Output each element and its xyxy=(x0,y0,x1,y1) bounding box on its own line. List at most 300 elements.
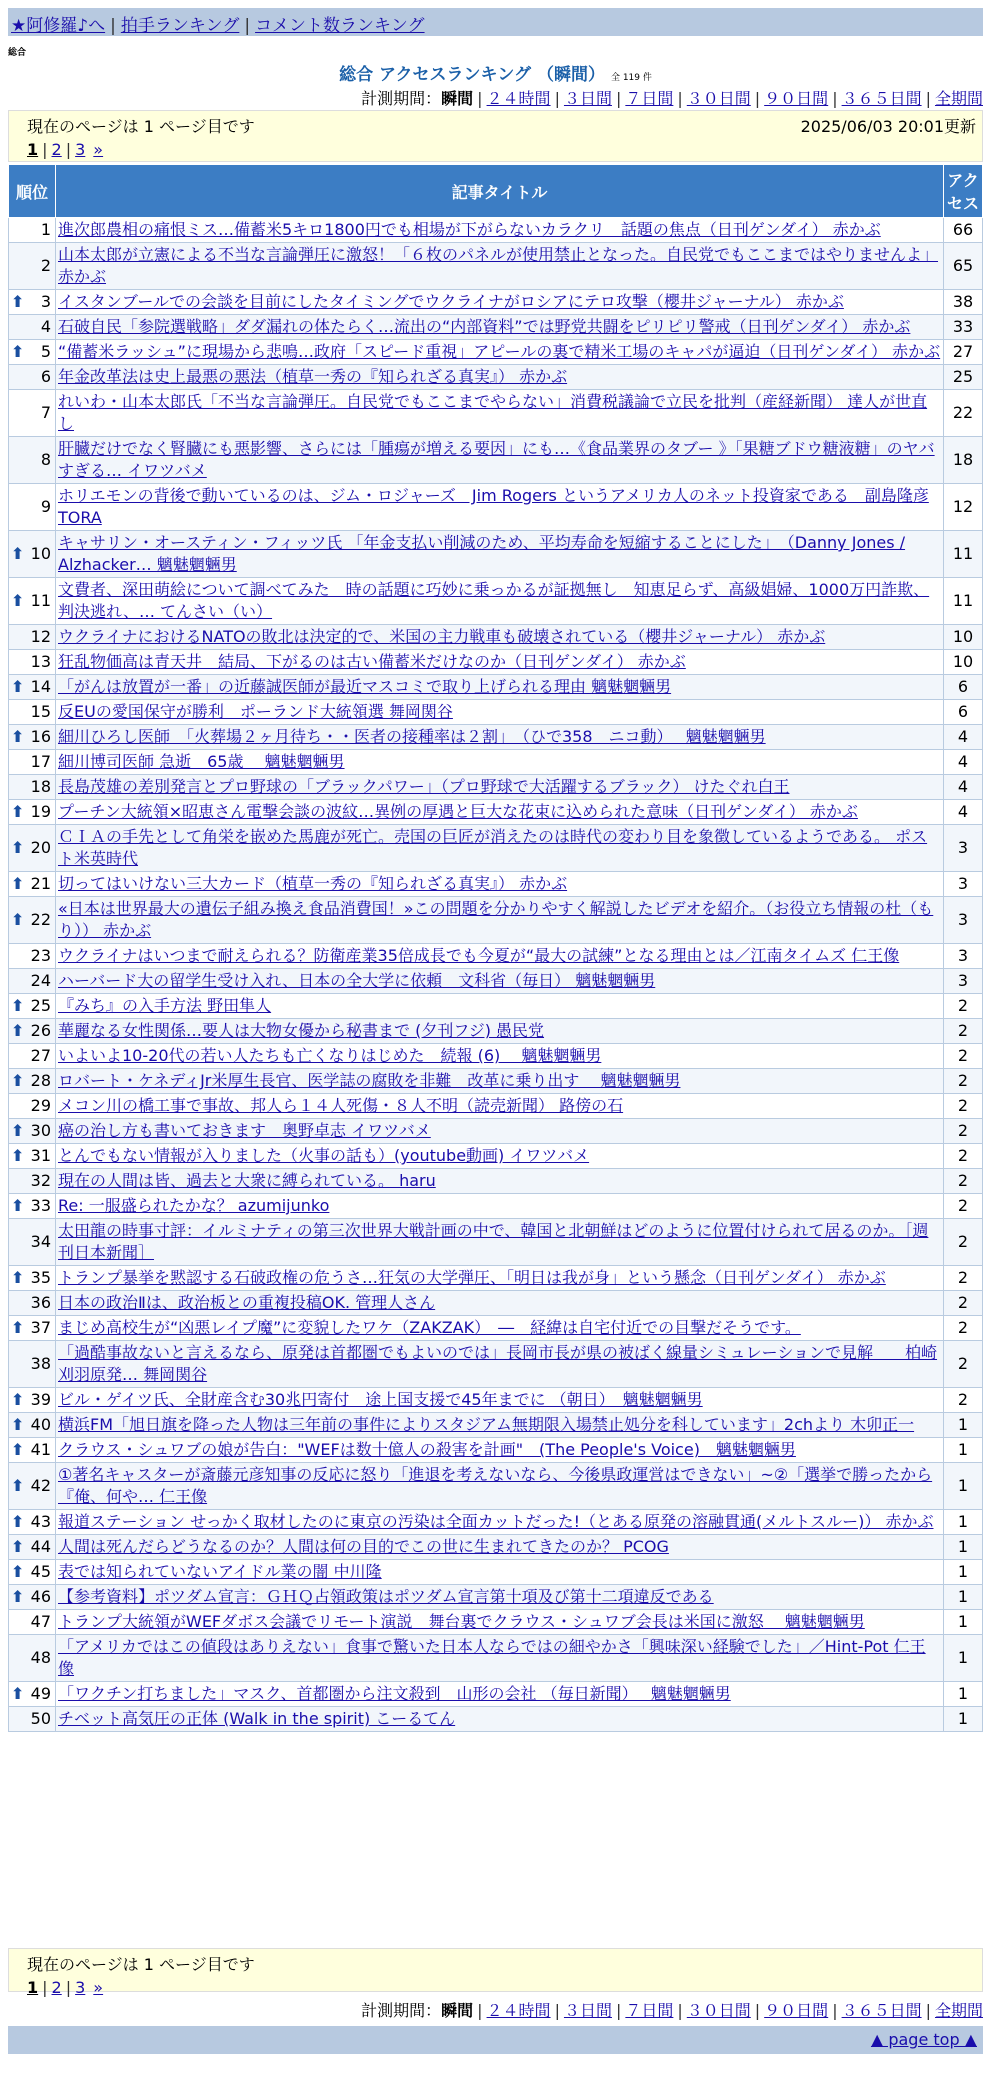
page-link[interactable]: 3 xyxy=(75,1978,86,1997)
rank-cell xyxy=(9,1510,56,1535)
rank-cell xyxy=(9,1144,56,1169)
access-column-header: アクセス xyxy=(944,165,983,218)
rank-cell xyxy=(9,365,56,390)
rank-cell xyxy=(9,1119,56,1144)
rank-number: 43 xyxy=(30,1512,51,1531)
up-arrow-icon: ⬆ xyxy=(11,1071,25,1090)
title-cell xyxy=(56,969,944,994)
table-row xyxy=(9,1144,983,1169)
article-link[interactable]: 反EUの愛国保守が勝利 ポーランド大統領選 舞岡関谷 xyxy=(58,702,453,721)
up-arrow-icon: ⬆ xyxy=(11,1415,25,1434)
article-link[interactable]: 現在の人間は皆、過去と大衆に縛られている。 haru xyxy=(58,1171,436,1190)
rank-cell xyxy=(9,1341,56,1388)
table-row xyxy=(9,531,983,578)
title-cell xyxy=(56,390,944,437)
table-row xyxy=(9,775,983,800)
article-link[interactable]: 横浜FM「旭日旗を降った人物は三年前の事件によりスタジアム無期限入場禁止処分を科しています」2chより 木卯正一 xyxy=(58,1415,915,1434)
up-arrow-icon: ⬆ xyxy=(11,1318,25,1337)
access-count: 2 xyxy=(944,1316,983,1341)
up-arrow-icon: ⬆ xyxy=(11,1268,25,1287)
article-link[interactable]: プーチン大統領×昭恵さん電撃会談の波紋…異例の厚遇と巨大な花束に込められた意味（日刊ゲンダイ） 赤かぶ xyxy=(58,802,858,821)
article-link[interactable]: ウクライナはいつまで耐えられる？防衛産業35倍成長でも今夏が“最大の試練”となる理由とは／江南タイムズ 仁王像 xyxy=(58,946,900,965)
table-row xyxy=(9,700,983,725)
table-row xyxy=(9,1341,983,1388)
period-link[interactable]: ３６５日間 xyxy=(841,89,922,108)
access-count: 22 xyxy=(944,390,983,437)
access-count: 1 xyxy=(944,1463,983,1510)
rank-cell xyxy=(9,1194,56,1219)
separator: | xyxy=(477,89,483,108)
article-link[interactable]: キャサリン・オースティン・フィッツ氏 「年金支払い削減のため、平均寿命を短縮することにした」 （Danny Jones / Alzhacker… 魑魅魍魎男 xyxy=(58,533,906,574)
current-page: 1 xyxy=(27,1978,39,1997)
article-link[interactable]: «日本は世界最大の遺伝子組み換え食品消費国！»この問題を分かりやすく解説したビデオを紹介。（お役立ち情報の杜（もり）） 赤かぶ xyxy=(58,899,934,940)
separator: | xyxy=(832,89,838,108)
title-cell xyxy=(56,775,944,800)
rank-cell xyxy=(9,1463,56,1510)
access-count: 65 xyxy=(944,243,983,290)
rank-number: 50 xyxy=(30,1709,51,1728)
rank-number: 29 xyxy=(30,1096,51,1115)
access-count: 2 xyxy=(944,1069,983,1094)
period-link[interactable]: ３０日間 xyxy=(686,89,751,108)
rank-number: 2 xyxy=(40,256,51,275)
article-link[interactable]: 文費者、深田萌絵について調べてみた 時の話題に巧妙に乗っかるが証拠無し 知恵足らず、高級娼婦、1000万円詐欺、判決逃れ、… てんさい（い） xyxy=(58,580,930,621)
title-cell xyxy=(56,243,944,290)
title-cell xyxy=(56,1266,944,1291)
article-link[interactable]: 「がんは放置が一番」の近藤誠医師が最近マスコミで取り上げられる理由 魑魅魍魎男 xyxy=(58,677,672,696)
article-link[interactable]: れいわ・山本太郎氏「不当な言論弾圧。自民党でもここまでやらない」消費税議論で立民を批判（産経新聞） 達人が世直し xyxy=(58,392,928,433)
title-cell xyxy=(56,1585,944,1610)
table-row xyxy=(9,994,983,1019)
article-link[interactable]: 長島茂雄の差別発言とプロ野球の「ブラックパワー」（プロ野球で大活躍するブラック） けたぐれ白王 xyxy=(58,777,790,796)
access-count: 4 xyxy=(944,750,983,775)
article-link[interactable]: “備蓄米ラッシュ”に現場から悲鳴…政府「スピード重視」アピールの裏で精米工場のキャパが逼迫（日刊ゲンダイ） 赤かぶ xyxy=(58,342,941,361)
title-cell xyxy=(56,1707,944,1732)
rank-number: 35 xyxy=(30,1268,51,1287)
article-link[interactable]: 「ワクチン打ちました」マスク、首都圏から注文殺到 山形の会社 （毎日新聞） 魑魅魍魎男 xyxy=(58,1684,731,1703)
rank-cell xyxy=(9,994,56,1019)
rank-number: 16 xyxy=(30,727,51,746)
table-row xyxy=(9,437,983,484)
title-cell xyxy=(56,578,944,625)
article-link[interactable]: 癌の治し方も書いておきます 奥野卓志 イワツバメ xyxy=(58,1121,431,1140)
table-row xyxy=(9,825,983,872)
access-count: 1 xyxy=(944,1438,983,1463)
period-link[interactable]: ７日間 xyxy=(625,89,674,108)
table-row xyxy=(9,1019,983,1044)
title-cell xyxy=(56,1069,944,1094)
separator: | xyxy=(615,2001,622,2020)
article-link[interactable]: 進次郎農相の痛恨ミス…備蓄米5キロ1800円でも相場が下がらないカラクリ 話題の焦点（日刊ゲンダイ） 赤かぶ xyxy=(58,220,881,239)
rank-number: 37 xyxy=(30,1318,51,1337)
period-link[interactable]: ３日間 xyxy=(563,89,612,108)
article-link[interactable]: 山本太郎が立憲による不当な言論弾圧に激怒！「６枚のパネルが使用禁止となった。自民党でもここまではやりませんよ」 赤かぶ xyxy=(58,245,939,286)
rank-number: 8 xyxy=(40,450,51,469)
page-position: 現在のページは 1 ページ目です xyxy=(27,117,255,136)
article-link[interactable]: チベット高気圧の正体 (Walk in the spirit) こーるてん xyxy=(58,1709,456,1728)
rank-number: 31 xyxy=(30,1146,51,1165)
table-row xyxy=(9,1707,983,1732)
title-cell xyxy=(56,315,944,340)
title-cell xyxy=(56,531,944,578)
period-link[interactable]: 全期間 xyxy=(934,89,983,108)
article-link[interactable]: 人間は死んだらどうなるのか？人間は何の目的でこの世に生まれてきたのか？ PCOG xyxy=(58,1537,669,1556)
title-cell xyxy=(56,1194,944,1219)
title-cell xyxy=(56,1388,944,1413)
rank-cell xyxy=(9,340,56,365)
rank-number: 42 xyxy=(30,1476,51,1495)
article-link[interactable]: 細川ひろし医師 「火葬場２ヶ月待ち・・医者の接種率は２割」 （ひで358 ニコ動） 魑魅魍魎男 xyxy=(58,727,766,746)
up-arrow-icon: ⬆ xyxy=(11,544,25,563)
article-link[interactable]: ＣＩＡの手先として角栄を嵌めた馬鹿が死亡。売国の巨匠が消えたのは時代の変わり目を象徴しているようである。 ポスト米英時代 xyxy=(58,827,928,868)
up-arrow-icon: ⬆ xyxy=(11,1587,25,1606)
article-link[interactable]: 石破自民「参院選戦略」ダダ漏れの体たらく…流出の“内部資料”では野党共闘をピリピリ警戒（日刊ゲンダイ） 赤かぶ xyxy=(58,317,911,336)
rank-cell xyxy=(9,1535,56,1560)
title-cell xyxy=(56,437,944,484)
rank-number: 11 xyxy=(30,591,51,610)
table-row xyxy=(9,650,983,675)
article-link[interactable]: ハーバード大の留学生受け入れ、日本の全大学に依頼 文科省（毎日） 魑魅魍魎男 xyxy=(58,971,656,990)
access-count: 3 xyxy=(944,872,983,897)
up-arrow-icon: ⬆ xyxy=(11,1562,25,1581)
title-cell xyxy=(56,725,944,750)
rank-cell xyxy=(9,290,56,315)
access-count: 3 xyxy=(944,897,983,944)
title-cell xyxy=(56,650,944,675)
article-link[interactable]: ウクライナにおけるNATOの敗北は決定的で、米国の主力戦車も破壊されている（櫻井ジャーナル） 赤かぶ xyxy=(58,627,826,646)
rank-number: 4 xyxy=(40,317,51,336)
title-cell xyxy=(56,1635,944,1682)
title-cell xyxy=(56,1019,944,1044)
access-count: 2 xyxy=(944,1291,983,1316)
separator: | xyxy=(110,16,116,36)
title-cell xyxy=(56,800,944,825)
access-count: 2 xyxy=(944,1169,983,1194)
title-column-header: 記事タイトル xyxy=(56,165,944,218)
access-count: 1 xyxy=(944,1585,983,1610)
period-link[interactable]: ２４時間 xyxy=(486,89,551,108)
ranking-body xyxy=(9,218,983,1732)
rank-number: 24 xyxy=(30,971,51,990)
article-link[interactable]: とんでもない情報が入りました（火事の話も）(youtube動画) イワツバメ xyxy=(58,1146,590,1165)
article-link[interactable]: トランプ大統領がWEFダボス会議でリモート演説 舞台裏でクラウス・シュワブ会長は米国に激怒 魑魅魍魎男 xyxy=(58,1612,865,1631)
article-link[interactable]: 「過酷事故ないと言えるなら、原発は首都圏でもよいのでは」長岡市長が県の被ばく線量シミュレーションで見解 柏崎刈羽原発… 舞岡関谷 xyxy=(58,1343,938,1384)
access-count: 2 xyxy=(944,1388,983,1413)
rank-cell xyxy=(9,800,56,825)
page-position: 現在のページは 1 ページ目です xyxy=(27,1955,255,1974)
rank-cell xyxy=(9,390,56,437)
up-arrow-icon: ⬆ xyxy=(11,910,25,929)
access-count: 2 xyxy=(944,1219,983,1266)
title-cell xyxy=(56,994,944,1019)
title-cell xyxy=(56,340,944,365)
rank-cell xyxy=(9,1560,56,1585)
article-link[interactable]: ①著名キャスターが斎藤元彦知事の反応に怒り「進退を考えないなら、今後県政運営はできない」~②「選挙で勝ったから『俺、何や… 仁王像 xyxy=(58,1465,933,1506)
rank-cell xyxy=(9,825,56,872)
rank-cell xyxy=(9,1438,56,1463)
title-cell xyxy=(56,1291,944,1316)
rank-number: 34 xyxy=(30,1232,51,1251)
period-selector-bottom xyxy=(361,1998,983,2021)
title-cell xyxy=(56,872,944,897)
access-count: 10 xyxy=(944,625,983,650)
separator: | xyxy=(925,89,931,108)
up-arrow-icon: ⬆ xyxy=(11,1021,25,1040)
article-link[interactable]: 【参考資料】ポツダム宣言：ＧＨＱ占領政策はポツダム宣言第十項及び第十二項違反である xyxy=(58,1587,714,1606)
rank-number: 26 xyxy=(30,1021,51,1040)
page-link[interactable]: 2 xyxy=(51,140,62,159)
rank-cell xyxy=(9,1610,56,1635)
updated-time: 2025/06/03 20:01更新 xyxy=(800,117,976,136)
rank-number: 22 xyxy=(30,910,51,929)
table-row xyxy=(9,1535,983,1560)
table-row xyxy=(9,897,983,944)
table-row xyxy=(9,1610,983,1635)
rank-number: 44 xyxy=(30,1537,51,1556)
title-cell xyxy=(56,1316,944,1341)
rank-number: 32 xyxy=(30,1171,51,1190)
article-link[interactable]: ホリエモンの背後で動いているのは、ジム・ロジャーズ Jim Rogers というアメリカ人のネット投資家である 副島隆彦 TORA xyxy=(58,486,929,527)
access-count: 2 xyxy=(944,1341,983,1388)
period-link[interactable]: ３０日間 xyxy=(686,2001,751,2020)
access-count: 12 xyxy=(944,484,983,531)
period-link[interactable]: ３６５日間 xyxy=(841,2001,922,2020)
rank-number: 17 xyxy=(30,752,51,771)
comment-ranking-link[interactable]: コメント数ランキング xyxy=(255,16,425,36)
rank-number: 23 xyxy=(30,946,51,965)
article-link[interactable]: 細川博司医師 急逝 65歳 魑魅魍魎男 xyxy=(58,752,345,771)
title-cell xyxy=(56,1341,944,1388)
up-arrow-icon: ⬆ xyxy=(11,1476,25,1495)
table-row xyxy=(9,725,983,750)
up-arrow-icon: ⬆ xyxy=(11,677,25,696)
article-link[interactable]: まじめ高校生が“凶悪レイプ魔”に変貌したワケ（ZAKZAK） ― 経緯は自宅付近での目撃だそうです。 xyxy=(58,1318,801,1337)
rank-number: 33 xyxy=(30,1196,51,1215)
period-label: 計測期間： xyxy=(361,2001,442,2020)
rank-cell xyxy=(9,437,56,484)
table-row xyxy=(9,218,983,243)
home-link[interactable]: ★阿修羅♪へ xyxy=(11,16,106,36)
table-row xyxy=(9,578,983,625)
table-row xyxy=(9,1635,983,1682)
separator: | xyxy=(615,89,622,108)
rank-number: 3 xyxy=(40,292,51,311)
access-count: 2 xyxy=(944,1019,983,1044)
article-link[interactable]: ビル・ゲイツ氏、全財産含む30兆円寄付 途上国支援で45年までに （朝日） 魑魅魍魎男 xyxy=(58,1390,703,1409)
table-row xyxy=(9,944,983,969)
page-info-top xyxy=(8,110,983,162)
rank-cell xyxy=(9,700,56,725)
rank-number: 39 xyxy=(30,1390,51,1409)
up-arrow-icon: ⬆ xyxy=(11,1390,25,1409)
separator: | xyxy=(65,1978,72,1997)
rank-cell xyxy=(9,1388,56,1413)
table-row xyxy=(9,872,983,897)
table-row xyxy=(9,1266,983,1291)
up-arrow-icon: ⬆ xyxy=(11,727,25,746)
rank-cell xyxy=(9,725,56,750)
access-count: 2 xyxy=(944,1144,983,1169)
table-row xyxy=(9,1044,983,1069)
table-header-row xyxy=(9,165,983,218)
article-link[interactable]: メコン川の橋工事で事故、邦人ら１４人死傷・８人不明（読売新聞） 路傍の石 xyxy=(58,1096,624,1115)
period-link[interactable]: ３日間 xyxy=(563,2001,612,2020)
article-link[interactable]: 年金改革法は史上最悪の悪法（植草一秀の『知られざる真実』） 赤かぶ xyxy=(58,367,568,386)
title-cell xyxy=(56,1044,944,1069)
article-link[interactable]: 肝臓だけでなく腎臓にも悪影響、さらには「腫瘍が増える要因」にも…《食品業界のタブー 》「果糖ブドウ糖液糖」のヤバすぎる… イワツバメ xyxy=(58,439,935,480)
up-arrow-icon: ⬆ xyxy=(11,1537,25,1556)
rank-number: 20 xyxy=(30,838,51,857)
table-row xyxy=(9,390,983,437)
rank-number: 38 xyxy=(30,1354,51,1373)
article-link[interactable]: 『みち』の入手方法 野田隼人 xyxy=(58,996,272,1015)
up-arrow-icon: ⬆ xyxy=(11,1121,25,1140)
period-link[interactable]: 全期間 xyxy=(934,2001,983,2020)
rank-cell xyxy=(9,1266,56,1291)
table-row xyxy=(9,365,983,390)
table-row xyxy=(9,1069,983,1094)
period-label: 計測期間： xyxy=(361,89,442,108)
title-cell xyxy=(56,1535,944,1560)
page-link[interactable]: 3 xyxy=(75,140,86,159)
article-link[interactable]: 日本の政治Ⅱは、政治板との重複投稿OK. 管理人さん xyxy=(58,1293,436,1312)
rank-number: 28 xyxy=(30,1071,51,1090)
rank-cell xyxy=(9,315,56,340)
access-count: 1 xyxy=(944,1510,983,1535)
separator: | xyxy=(554,2001,560,2020)
table-row xyxy=(9,1388,983,1413)
rank-number: 25 xyxy=(30,996,51,1015)
rank-number: 45 xyxy=(30,1562,51,1581)
title-cell xyxy=(56,1682,944,1707)
access-count: 66 xyxy=(944,218,983,243)
up-arrow-icon: ⬆ xyxy=(11,292,25,311)
table-row xyxy=(9,1510,983,1535)
table-row xyxy=(9,625,983,650)
title-cell xyxy=(56,365,944,390)
separator: | xyxy=(65,140,72,159)
access-count: 18 xyxy=(944,437,983,484)
rank-cell xyxy=(9,1169,56,1194)
article-link[interactable]: 華麗なる女性関係…要人は大物女優から秘書まで (夕刊フジ) 愚民党 xyxy=(58,1021,545,1040)
rank-cell xyxy=(9,969,56,994)
page-title xyxy=(0,60,991,85)
article-link[interactable]: 「アメリカではこの値段はありえない」食事で驚いた日本人ならではの細やかさ「興味深い経験でした」／Hint-Pot 仁王像 xyxy=(58,1637,926,1678)
period-link[interactable]: ９０日間 xyxy=(764,2001,829,2020)
title-cell xyxy=(56,218,944,243)
separator: | xyxy=(925,2001,931,2020)
title-cell xyxy=(56,825,944,872)
article-link[interactable]: いよいよ10-20代の若い人たちも亡くなりはじめた 続報 (6) 魑魅魍魎男 xyxy=(58,1046,602,1065)
up-arrow-icon: ⬆ xyxy=(11,996,25,1015)
up-arrow-icon: ⬆ xyxy=(11,1512,25,1531)
rank-cell xyxy=(9,1094,56,1119)
rank-number: 41 xyxy=(30,1440,51,1459)
table-row xyxy=(9,750,983,775)
article-link[interactable]: クラウス・シュワブの娘が告白："WEFは数十億人の殺害を計画" (The People's Voice) 魑魅魍魎男 xyxy=(58,1440,796,1459)
table-row xyxy=(9,1438,983,1463)
article-link[interactable]: 切ってはいけない三大カード（植草一秀の『知られざる真実』） 赤かぶ xyxy=(58,874,568,893)
title-cell xyxy=(56,1560,944,1585)
title-cell xyxy=(56,1144,944,1169)
rank-cell xyxy=(9,1219,56,1266)
rank-cell xyxy=(9,625,56,650)
article-link[interactable]: 表では知られていないアイドル業の闇 中川隆 xyxy=(58,1562,382,1581)
rank-cell xyxy=(9,1044,56,1069)
table-row xyxy=(9,1463,983,1510)
article-link[interactable]: トランプ暴挙を黙認する石破政権の危うさ…狂気の大学弾圧、「明日は我が身」という懸念（日刊ゲンダイ） 赤かぶ xyxy=(58,1268,886,1287)
next-page-link[interactable]: » xyxy=(93,140,104,159)
next-page-link[interactable]: » xyxy=(93,1978,104,1997)
current-page: 1 xyxy=(27,140,39,159)
rank-cell xyxy=(9,1635,56,1682)
separator: | xyxy=(554,89,560,108)
article-link[interactable]: 狂乱物価高は青天井 結局、下がるのは古い備蓄米だけなのか（日刊ゲンダイ） 赤かぶ xyxy=(58,652,686,671)
rank-column-header: 順位 xyxy=(9,165,56,218)
access-count: 33 xyxy=(944,315,983,340)
title-cell xyxy=(56,625,944,650)
article-link[interactable]: Re: 一服盛られたかな？ azumijunko xyxy=(58,1196,330,1215)
rank-number: 5 xyxy=(40,342,51,361)
table-row xyxy=(9,1682,983,1707)
up-arrow-icon: ⬆ xyxy=(11,802,25,821)
table-row xyxy=(9,1219,983,1266)
rank-cell xyxy=(9,578,56,625)
table-row xyxy=(9,340,983,365)
access-count: 2 xyxy=(944,1044,983,1069)
article-link[interactable]: 報道ステーション せっかく取材したのに東京の汚染は全面カットだった!（とある原発の溶融貫通(メルトスルー)） 赤かぶ xyxy=(58,1512,934,1531)
separator: | xyxy=(42,140,48,159)
page-link[interactable]: 2 xyxy=(51,1978,62,1997)
table-row xyxy=(9,1316,983,1341)
rank-cell xyxy=(9,775,56,800)
rank-number: 9 xyxy=(40,497,51,516)
rank-cell xyxy=(9,1019,56,1044)
table-row xyxy=(9,1194,983,1219)
access-count: 6 xyxy=(944,675,983,700)
clap-ranking-link[interactable]: 拍手ランキング xyxy=(120,16,240,36)
period-link[interactable]: ９０日間 xyxy=(764,89,829,108)
rank-cell xyxy=(9,1316,56,1341)
period-link[interactable]: ７日間 xyxy=(625,2001,674,2020)
rank-cell xyxy=(9,1291,56,1316)
table-row xyxy=(9,969,983,994)
breadcrumb: 総合 xyxy=(8,48,27,58)
table-row xyxy=(9,1585,983,1610)
rank-number: 6 xyxy=(40,367,51,386)
separator: | xyxy=(42,1978,48,1997)
article-link[interactable]: イスタンブールでの会談を目前にしたタイミングでウクライナがロシアにテロ攻撃（櫻井ジャーナル） 赤かぶ xyxy=(58,292,844,311)
table-row xyxy=(9,1094,983,1119)
access-count: 3 xyxy=(944,969,983,994)
up-arrow-icon: ⬆ xyxy=(11,1196,25,1215)
page-top-link[interactable]: ▲ page top ▲ xyxy=(870,2030,977,2049)
page-title-text: 総合 アクセスランキング （瞬間） xyxy=(339,65,605,85)
rank-number: 21 xyxy=(30,874,51,893)
up-arrow-icon: ⬆ xyxy=(11,874,25,893)
title-cell xyxy=(56,1094,944,1119)
up-arrow-icon: ⬆ xyxy=(11,342,25,361)
pagination-top xyxy=(27,140,974,159)
article-link[interactable]: ロバート・ケネディJr米厚生長官、医学誌の腐敗を非難 改革に乗り出す 魑魅魍魎男 xyxy=(58,1071,681,1090)
title-cell xyxy=(56,750,944,775)
article-link[interactable]: 太田龍の時事寸評：イルミナティの第三次世界大戦計画の中で、韓国と北朝鮮はどのように位置付けられて居るのか。［週刊日本新聞］ xyxy=(58,1221,929,1262)
period-link[interactable]: ２４時間 xyxy=(486,2001,551,2020)
rank-number: 15 xyxy=(30,702,51,721)
separator: | xyxy=(832,2001,838,2020)
rank-cell xyxy=(9,1069,56,1094)
title-cell xyxy=(56,484,944,531)
